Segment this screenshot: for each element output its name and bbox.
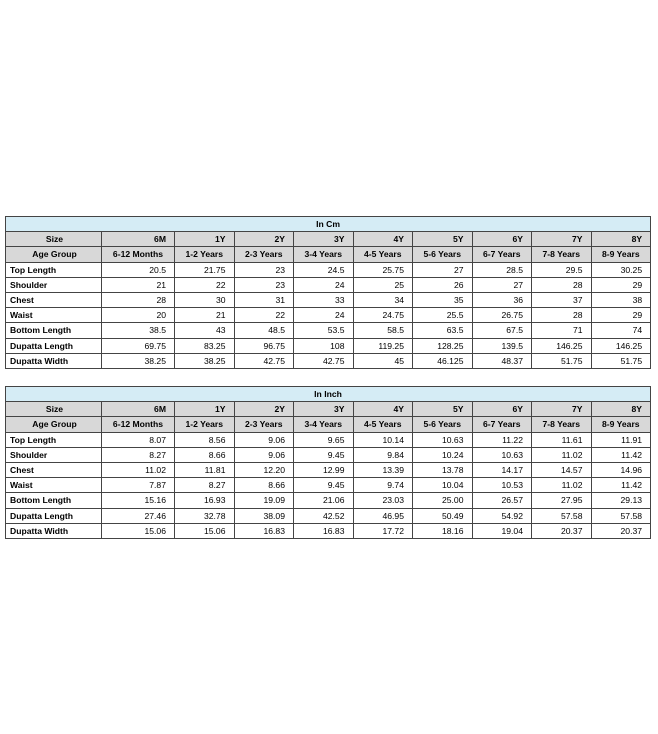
measurement-label: Waist (6, 308, 102, 323)
measurement-value: 51.75 (532, 353, 592, 368)
measurement-value: 74 (591, 323, 651, 338)
measurement-value: 38.09 (234, 508, 294, 523)
measurement-value: 83.25 (175, 338, 235, 353)
age-group-header-cell: 7-8 Years (532, 417, 592, 432)
measurement-value: 27.46 (102, 508, 175, 523)
measurement-value: 139.5 (472, 338, 532, 353)
size-header-row (6, 232, 651, 247)
measurement-value: 21.06 (294, 493, 354, 508)
age-group-header-cell: 1-2 Years (175, 417, 235, 432)
measurement-value: 22 (234, 308, 294, 323)
measurement-label: Bottom Length (6, 323, 102, 338)
table-row (6, 523, 651, 538)
measurement-value: 34 (353, 292, 413, 307)
measurement-value: 30 (175, 292, 235, 307)
measurement-value: 58.5 (353, 323, 413, 338)
measurement-value: 14.96 (591, 462, 651, 477)
size-header-cell: 1Y (175, 232, 235, 247)
measurement-value: 50.49 (413, 508, 473, 523)
size-header-cell: 3Y (294, 402, 354, 417)
age-group-label: Age Group (6, 417, 102, 432)
measurement-value: 12.99 (294, 462, 354, 477)
measurement-value: 9.45 (294, 478, 354, 493)
table-row (6, 508, 651, 523)
size-header-cell: 6M (102, 232, 175, 247)
table-row (6, 292, 651, 307)
unit-header-row (6, 387, 651, 402)
size-header-cell: 8Y (591, 402, 651, 417)
table-row (6, 323, 651, 338)
measurement-value: 8.27 (175, 478, 235, 493)
measurement-value: 8.66 (175, 447, 235, 462)
measurement-value: 96.75 (234, 338, 294, 353)
size-header-row (6, 402, 651, 417)
measurement-value: 7.87 (102, 478, 175, 493)
measurement-value: 10.04 (413, 478, 473, 493)
measurement-value: 57.58 (591, 508, 651, 523)
table-row (6, 262, 651, 277)
table-row (6, 353, 651, 368)
measurement-value: 20 (102, 308, 175, 323)
size-header-cell: 5Y (413, 232, 473, 247)
measurement-value: 11.42 (591, 478, 651, 493)
age-group-header-cell: 6-7 Years (472, 417, 532, 432)
measurement-value: 15.06 (102, 523, 175, 538)
measurement-value: 16.83 (234, 523, 294, 538)
measurement-value: 42.75 (234, 353, 294, 368)
measurement-value: 28 (102, 292, 175, 307)
table-row (6, 478, 651, 493)
measurement-value: 45 (353, 353, 413, 368)
measurement-value: 29 (591, 277, 651, 292)
measurement-value: 33 (294, 292, 354, 307)
measurement-label: Chest (6, 292, 102, 307)
table-row (6, 338, 651, 353)
measurement-value: 108 (294, 338, 354, 353)
size-header-cell: 6Y (472, 402, 532, 417)
measurement-value: 11.22 (472, 432, 532, 447)
measurement-value: 10.24 (413, 447, 473, 462)
age-group-label: Age Group (6, 247, 102, 262)
size-label: Size (6, 232, 102, 247)
measurement-value: 69.75 (102, 338, 175, 353)
measurement-label: Dupatta Length (6, 508, 102, 523)
table-row (6, 447, 651, 462)
measurement-value: 24.5 (294, 262, 354, 277)
measurement-value: 31 (234, 292, 294, 307)
age-group-header-cell: 6-12 Months (102, 247, 175, 262)
measurement-value: 12.20 (234, 462, 294, 477)
measurement-value: 32.78 (175, 508, 235, 523)
measurement-value: 9.74 (353, 478, 413, 493)
measurement-value: 17.72 (353, 523, 413, 538)
table-row (6, 462, 651, 477)
measurement-value: 38.25 (175, 353, 235, 368)
measurement-value: 19.09 (234, 493, 294, 508)
size-header-cell: 4Y (353, 232, 413, 247)
measurement-value: 28 (532, 277, 592, 292)
measurement-value: 8.66 (234, 478, 294, 493)
measurement-value: 48.5 (234, 323, 294, 338)
measurement-value: 16.93 (175, 493, 235, 508)
measurement-label: Bottom Length (6, 493, 102, 508)
measurement-value: 38 (591, 292, 651, 307)
age-group-header-cell: 2-3 Years (234, 247, 294, 262)
measurement-value: 71 (532, 323, 592, 338)
age-group-header-cell: 3-4 Years (294, 247, 354, 262)
measurement-value: 25.00 (413, 493, 473, 508)
measurement-value: 119.25 (353, 338, 413, 353)
measurement-value: 9.06 (234, 432, 294, 447)
measurement-value: 53.5 (294, 323, 354, 338)
table-row (6, 277, 651, 292)
unit-header: In Cm (6, 217, 651, 232)
measurement-value: 29.13 (591, 493, 651, 508)
measurement-value: 67.5 (472, 323, 532, 338)
measurement-value: 20.37 (532, 523, 592, 538)
measurement-value: 15.16 (102, 493, 175, 508)
measurement-value: 28.5 (472, 262, 532, 277)
age-group-header-cell: 1-2 Years (175, 247, 235, 262)
measurement-value: 29 (591, 308, 651, 323)
measurement-value: 128.25 (413, 338, 473, 353)
age-group-header-cell: 5-6 Years (413, 417, 473, 432)
measurement-label: Shoulder (6, 277, 102, 292)
measurement-value: 26.57 (472, 493, 532, 508)
measurement-value: 30.25 (591, 262, 651, 277)
measurement-label: Dupatta Length (6, 338, 102, 353)
age-group-header-cell: 7-8 Years (532, 247, 592, 262)
measurement-value: 26.75 (472, 308, 532, 323)
measurement-value: 23 (234, 262, 294, 277)
measurement-label: Shoulder (6, 447, 102, 462)
measurement-value: 27.95 (532, 493, 592, 508)
measurement-value: 21 (175, 308, 235, 323)
measurement-value: 11.91 (591, 432, 651, 447)
unit-header: In Inch (6, 387, 651, 402)
measurement-value: 23 (234, 277, 294, 292)
table-row (6, 432, 651, 447)
measurement-value: 35 (413, 292, 473, 307)
size-header-cell: 2Y (234, 232, 294, 247)
size-chart-cm-table (5, 216, 651, 369)
age-group-header-row (6, 247, 651, 262)
measurement-value: 24.75 (353, 308, 413, 323)
measurement-label: Top Length (6, 262, 102, 277)
size-header-cell: 6Y (472, 232, 532, 247)
size-header-cell: 5Y (413, 402, 473, 417)
measurement-value: 20.5 (102, 262, 175, 277)
measurement-value: 146.25 (591, 338, 651, 353)
measurement-value: 10.14 (353, 432, 413, 447)
measurement-label: Dupatta Width (6, 523, 102, 538)
age-group-header-cell: 8-9 Years (591, 247, 651, 262)
age-group-header-cell: 4-5 Years (353, 247, 413, 262)
measurement-value: 11.61 (532, 432, 592, 447)
measurement-value: 21.75 (175, 262, 235, 277)
measurement-value: 25 (353, 277, 413, 292)
size-header-cell: 7Y (532, 402, 592, 417)
measurement-value: 27 (472, 277, 532, 292)
age-group-header-cell: 5-6 Years (413, 247, 473, 262)
measurement-value: 9.45 (294, 447, 354, 462)
measurement-value: 38.5 (102, 323, 175, 338)
measurement-value: 146.25 (532, 338, 592, 353)
measurement-value: 21 (102, 277, 175, 292)
measurement-value: 51.75 (591, 353, 651, 368)
size-header-cell: 6M (102, 402, 175, 417)
measurement-label: Top Length (6, 432, 102, 447)
measurement-value: 28 (532, 308, 592, 323)
measurement-value: 42.52 (294, 508, 354, 523)
measurement-value: 23.03 (353, 493, 413, 508)
measurement-value: 11.02 (532, 447, 592, 462)
measurement-value: 46.125 (413, 353, 473, 368)
measurement-value: 8.07 (102, 432, 175, 447)
measurement-value: 11.02 (102, 462, 175, 477)
measurement-value: 26 (413, 277, 473, 292)
age-group-header-cell: 4-5 Years (353, 417, 413, 432)
measurement-label: Chest (6, 462, 102, 477)
measurement-value: 11.02 (532, 478, 592, 493)
measurement-value: 29.5 (532, 262, 592, 277)
measurement-label: Dupatta Width (6, 353, 102, 368)
measurement-value: 9.06 (234, 447, 294, 462)
age-group-header-cell: 6-7 Years (472, 247, 532, 262)
measurement-value: 18.16 (413, 523, 473, 538)
age-group-header-cell: 6-12 Months (102, 417, 175, 432)
measurement-value: 19.04 (472, 523, 532, 538)
measurement-value: 9.84 (353, 447, 413, 462)
measurement-value: 9.65 (294, 432, 354, 447)
measurement-value: 10.63 (413, 432, 473, 447)
measurement-value: 13.39 (353, 462, 413, 477)
measurement-value: 38.25 (102, 353, 175, 368)
measurement-value: 14.57 (532, 462, 592, 477)
measurement-value: 20.37 (591, 523, 651, 538)
measurement-value: 10.63 (472, 447, 532, 462)
measurement-value: 15.06 (175, 523, 235, 538)
age-group-header-cell: 8-9 Years (591, 417, 651, 432)
unit-header-row (6, 217, 651, 232)
measurement-value: 8.56 (175, 432, 235, 447)
size-header-cell: 8Y (591, 232, 651, 247)
size-header-cell: 1Y (175, 402, 235, 417)
age-group-header-row (6, 417, 651, 432)
measurement-value: 24 (294, 277, 354, 292)
measurement-value: 14.17 (472, 462, 532, 477)
measurement-value: 27 (413, 262, 473, 277)
measurement-value: 13.78 (413, 462, 473, 477)
age-group-header-cell: 3-4 Years (294, 417, 354, 432)
measurement-value: 10.53 (472, 478, 532, 493)
measurement-value: 22 (175, 277, 235, 292)
measurement-value: 63.5 (413, 323, 473, 338)
measurement-value: 48.37 (472, 353, 532, 368)
measurement-value: 25.75 (353, 262, 413, 277)
measurement-value: 37 (532, 292, 592, 307)
measurement-value: 42.75 (294, 353, 354, 368)
size-chart-inch-table (5, 386, 651, 539)
age-group-header-cell: 2-3 Years (234, 417, 294, 432)
measurement-value: 43 (175, 323, 235, 338)
measurement-value: 57.58 (532, 508, 592, 523)
measurement-value: 25.5 (413, 308, 473, 323)
size-header-cell: 4Y (353, 402, 413, 417)
table-row (6, 308, 651, 323)
size-header-cell: 2Y (234, 402, 294, 417)
measurement-value: 8.27 (102, 447, 175, 462)
measurement-value: 54.92 (472, 508, 532, 523)
measurement-value: 16.83 (294, 523, 354, 538)
size-header-cell: 7Y (532, 232, 592, 247)
measurement-label: Waist (6, 478, 102, 493)
measurement-value: 24 (294, 308, 354, 323)
measurement-value: 11.81 (175, 462, 235, 477)
table-row (6, 493, 651, 508)
measurement-value: 46.95 (353, 508, 413, 523)
size-label: Size (6, 402, 102, 417)
measurement-value: 11.42 (591, 447, 651, 462)
size-header-cell: 3Y (294, 232, 354, 247)
measurement-value: 36 (472, 292, 532, 307)
